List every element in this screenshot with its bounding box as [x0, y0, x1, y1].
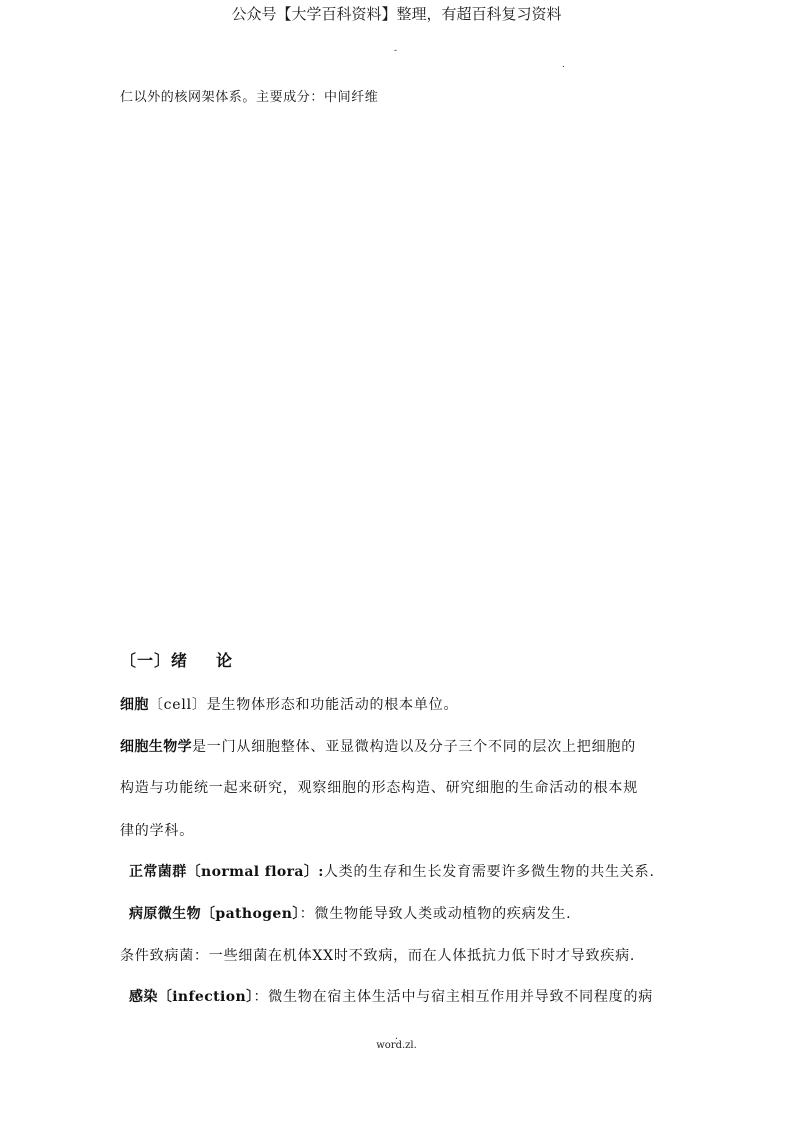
section-title-part1: 〔一〕绪	[120, 651, 189, 670]
section-title-part2: 论	[216, 651, 234, 670]
page-header: 公众号【大学百科资料】整理，有超百科复习资料	[231, 5, 562, 23]
paragraph-continuation-1	[120, 777, 638, 797]
term-english: 〔normal flora〕:	[186, 864, 324, 880]
paragraph-normal-flora	[129, 861, 655, 881]
paragraph-opportunistic	[120, 945, 635, 965]
paragraph-text: ：微生物能导致人类或动植物的疾病发生.	[299, 906, 572, 922]
term-label: 病原微生物	[129, 906, 201, 922]
header-dash-mark: -	[394, 46, 398, 56]
paragraph-text: 是一门从细胞整体、亚显微构造以及分子三个不同的层次上把细胞的	[192, 739, 636, 755]
paragraph-continuation-2	[120, 820, 194, 840]
section-title	[120, 648, 233, 671]
paragraph-text: 律的学科。	[120, 823, 194, 839]
term-label: 细胞	[120, 697, 149, 713]
footer-dot: .	[394, 1031, 399, 1042]
paragraph-text: 是生物体形态和功能活动的根本单位。	[206, 697, 459, 713]
paragraph-pathogen	[129, 903, 571, 923]
footer-text: word.zl.	[376, 1040, 417, 1051]
paragraph-text: ：微生物在宿主体生活中与宿主相互作用并导致不同程度的病	[253, 989, 654, 1005]
paragraph-infection	[129, 986, 653, 1006]
paragraph-text: 人类的生存和生长发育需要许多微生物的共生关系.	[323, 864, 655, 880]
header-dot-mark: .	[562, 60, 565, 70]
term-english: 〔pathogen〕	[201, 906, 300, 922]
paragraph-cell	[120, 694, 458, 714]
term-label: 细胞生物学	[120, 739, 192, 755]
page-footer	[0, 1031, 793, 1051]
term-label: 感染	[129, 989, 158, 1005]
term-label: 正常菌群	[129, 864, 187, 880]
paragraph-cell-biology	[120, 736, 636, 756]
paragraph-text: 条件致病菌：一些细菌在机体XX时不致病，而在人体抵抗力低下时才导致疾病.	[120, 948, 636, 964]
paragraph-text: 构造与功能统一起来研究，观察细胞的形态构造、研究细胞的生命活动的根本规	[120, 780, 638, 796]
top-fragment-text: 仁以外的核网架体系。主要成分：中间纤维	[120, 90, 379, 105]
term-english: 〔cell〕	[148, 697, 207, 713]
term-english: 〔infection〕	[157, 989, 254, 1005]
